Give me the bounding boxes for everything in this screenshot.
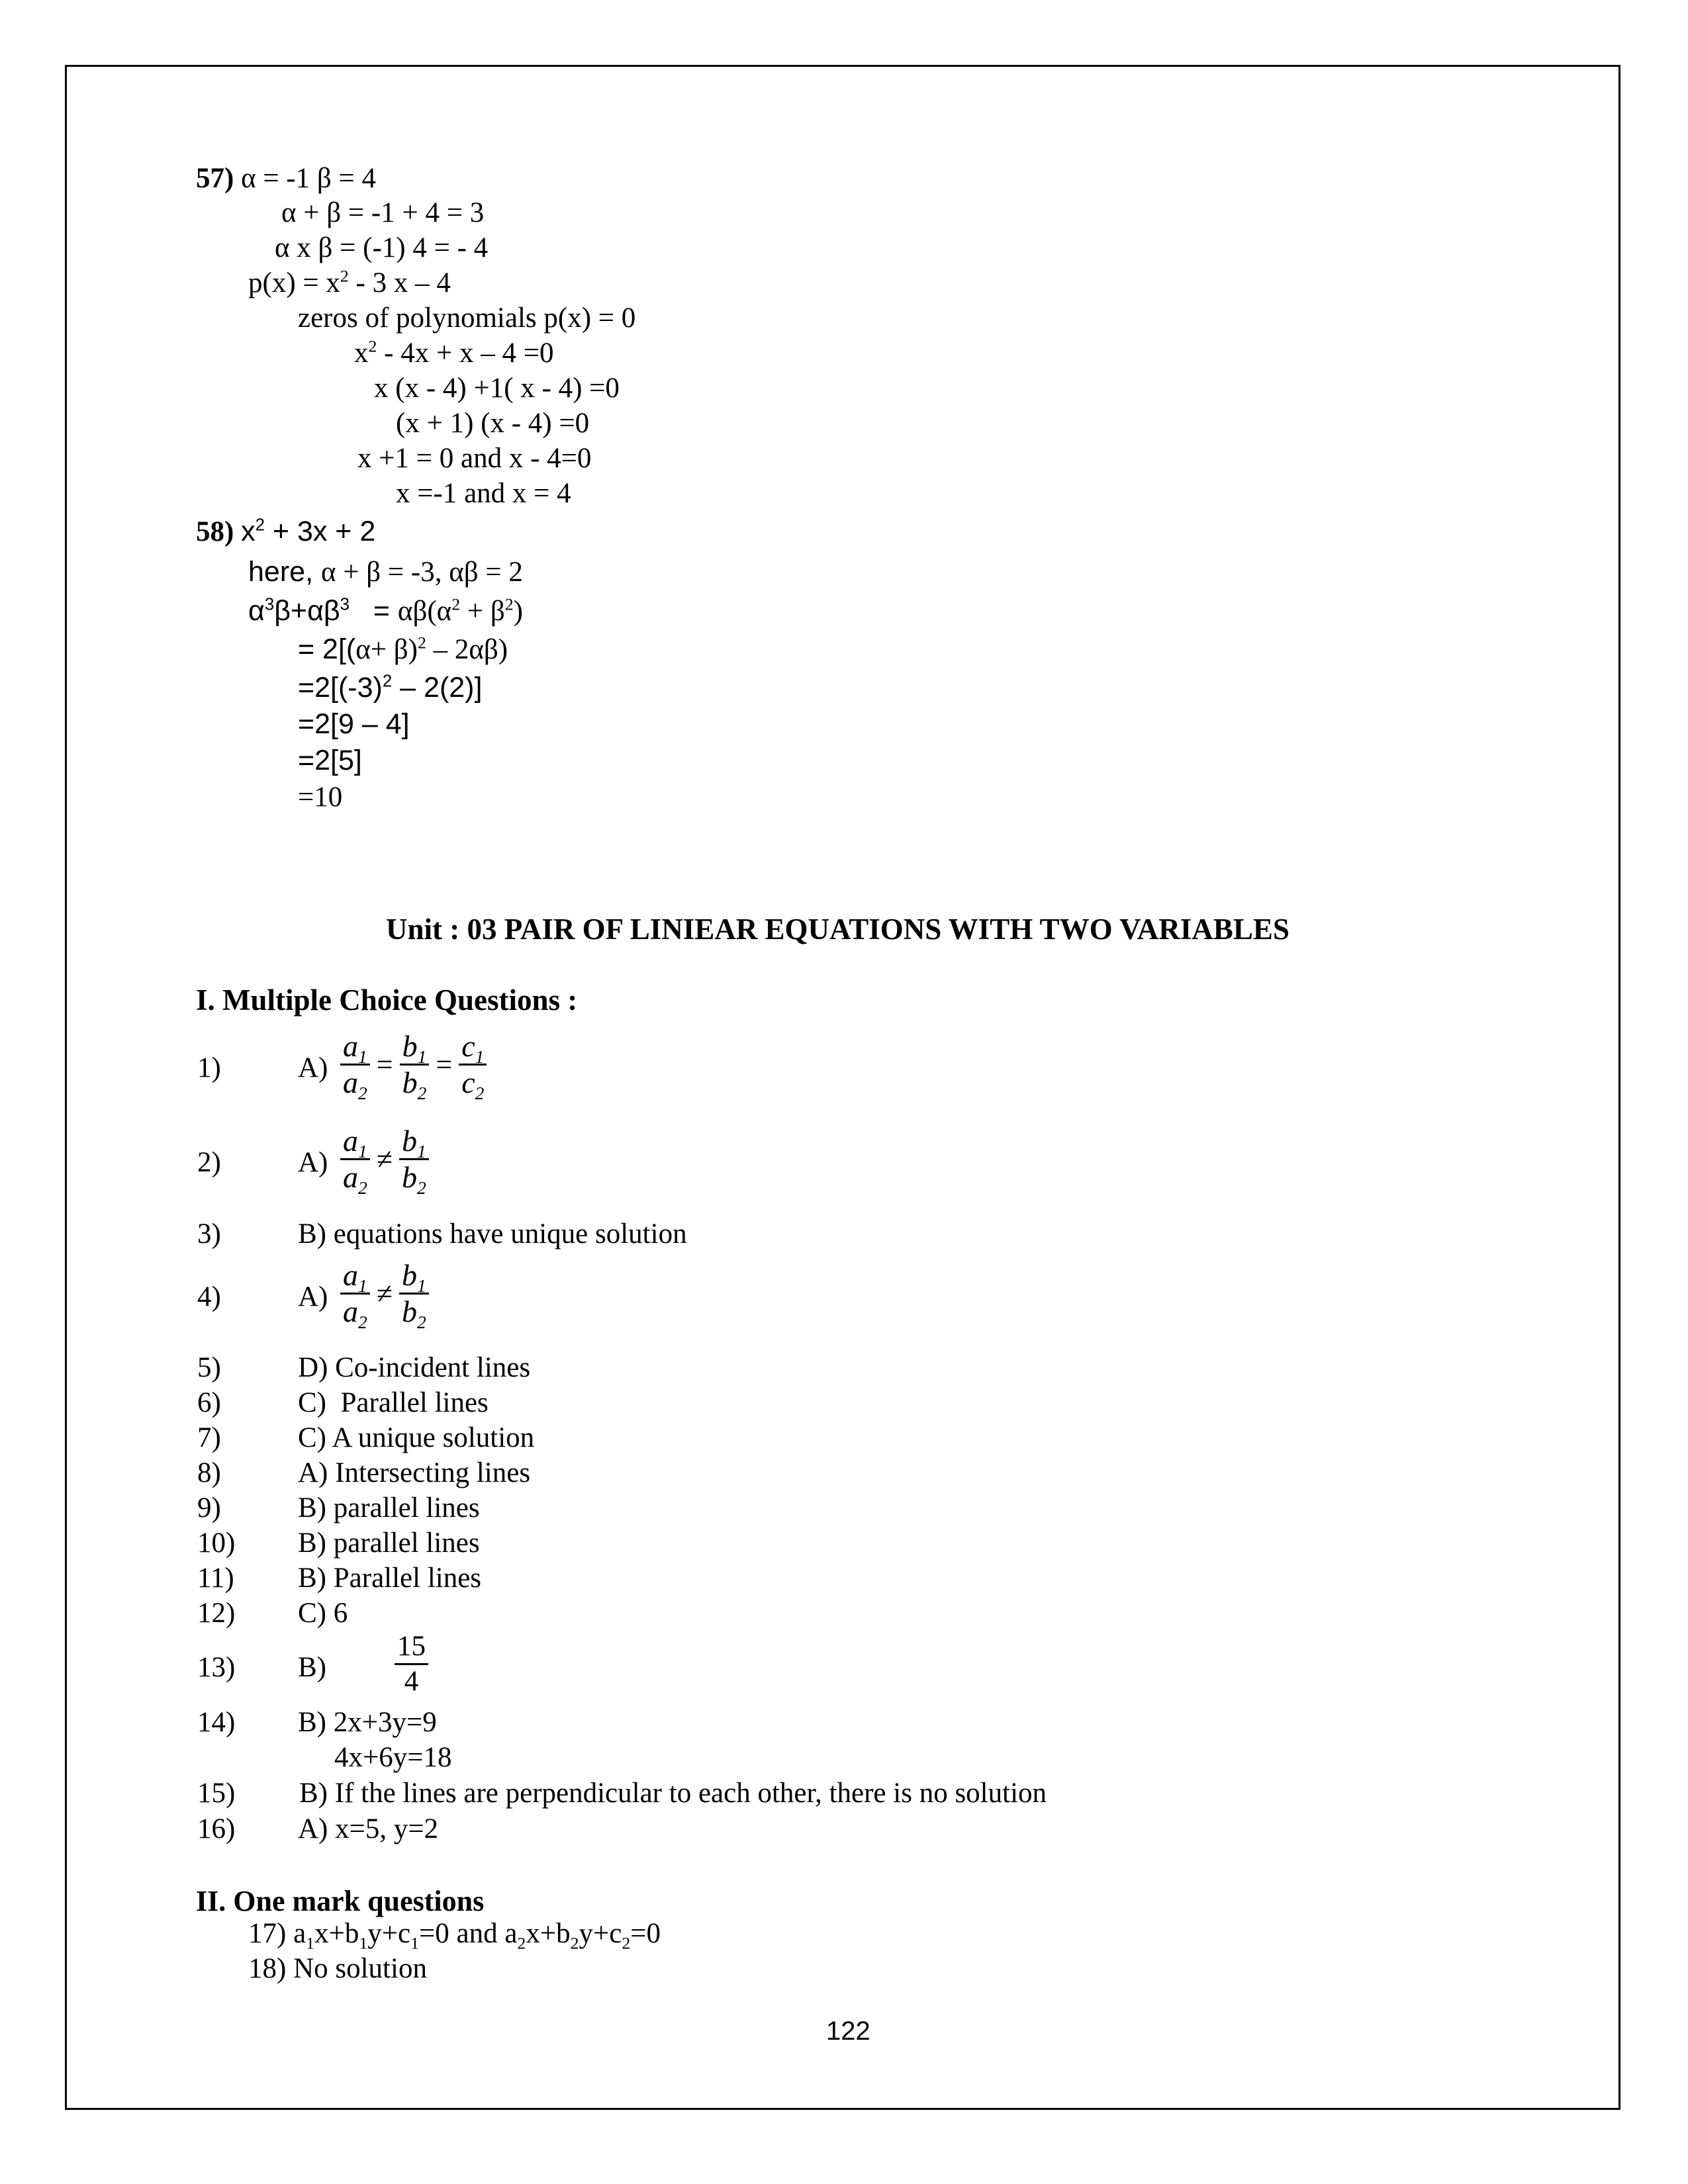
q58-line-6: =2[9 – 4]: [298, 708, 410, 740]
one-mark-heading: II. One mark questions: [196, 1885, 485, 1917]
mcq-item-option: D) Co-incident lines: [298, 1352, 531, 1383]
mcq-item-option-continued: 4x+6y=18: [334, 1742, 452, 1773]
mcq-item-option: A) x=5, y=2: [298, 1813, 439, 1844]
fraction-a1-a2: $\frac{a_1}{a_2}$: [340, 1124, 370, 1195]
q58-line-7: =2[5]: [298, 745, 362, 776]
mcq-item-option: B) equations have unique solution: [298, 1218, 687, 1250]
mcq-item-number: 5): [197, 1352, 221, 1383]
mcq-item-option: C) A unique solution: [298, 1422, 535, 1453]
q57-line-8: (x + 1) (x - 4) =0: [396, 408, 590, 439]
ratio-inequality-4: $\frac{a_1}{a_2}$ ≠ $\frac{b_1}{b_2}$: [338, 1258, 432, 1329]
q57-line-1: 57) α = -1 β = 4: [196, 163, 377, 194]
mcq-item-option: A) Intersecting lines: [298, 1457, 531, 1488]
ratio-inequality-2: $\frac{a_1}{a_2}$ ≠ $\frac{b_1}{b_2}$: [338, 1124, 432, 1195]
q58-line-5: $=2[(-3)^2 - 2(2)]$: [298, 672, 483, 704]
fraction-b1-b2: $\frac{b_1}{b_2}$: [399, 1124, 429, 1195]
q57-line-5: zeros of polynomials p(x) = 0: [298, 302, 636, 334]
mcq-item-option: B): [298, 1652, 326, 1683]
fraction-a1-a2: $\frac{a_1}{a_2}$: [340, 1258, 370, 1329]
mcq-item-number: 7): [197, 1422, 221, 1453]
q57-line-4: $p(x) = x^2 - 3$ x – 4: [248, 266, 451, 298]
mcq-heading: I. Multiple Choice Questions :: [196, 983, 578, 1017]
page-number: 122: [826, 2017, 870, 2046]
mcq-item-option: C) 6: [298, 1598, 348, 1629]
mcq-item-option: A): [298, 1281, 328, 1312]
mcq-item-number: 13): [197, 1652, 236, 1683]
mcq-item-number: 10): [197, 1527, 236, 1559]
mcq-item-option: A): [298, 1147, 328, 1178]
q58-line-8: =10: [298, 782, 343, 813]
unit-heading: Unit : 03 PAIR OF LINIEAR EQUATIONS WITH TWO VARIABLES: [386, 913, 1289, 946]
fraction-15-4: $\frac{15}{4}$: [392, 1630, 431, 1698]
mcq-item-option: B) Parallel lines: [298, 1563, 482, 1594]
mcq-item-number: 12): [197, 1598, 236, 1629]
q58-line-3: $\alpha^3\beta+\alpha\beta^3 = \alpha\beta(\alpha^2 + \beta^2)$: [248, 594, 523, 627]
q58-line-2: here, α + β = -3, αβ = 2: [248, 556, 523, 588]
q57-line-2: α + β = -1 + 4 = 3: [281, 197, 485, 228]
mcq-item-option: A): [298, 1052, 328, 1083]
ratio-equation-1: $\frac{a_1}{a_2}$ = $\frac{b_1}{b_2}$ = $\frac{c_1}{c_2}$: [338, 1029, 489, 1100]
one-mark-q18: 18) No solution: [248, 1953, 427, 1984]
mcq-item-option: C) Parallel lines: [298, 1387, 489, 1418]
q57-line-9: x +1 = 0 and x - 4=0: [357, 443, 592, 474]
mcq-item-number: 3): [197, 1218, 221, 1250]
fraction-c1-c2: $\frac{c_1}{c_2}$: [459, 1029, 487, 1100]
mcq-item-number: 2): [197, 1147, 221, 1178]
mcq-item-number: 11): [197, 1563, 234, 1594]
mcq-item-option: B) If the lines are perpendicular to each other, there is no solution: [299, 1778, 1047, 1809]
q57-line-7: x (x - 4) +1( x - 4) =0: [374, 373, 620, 404]
q58-line-4: = $2[(\alpha+ \beta)^2 - 2\alpha\beta)$: [298, 633, 508, 665]
mcq-item-number: 16): [197, 1813, 236, 1844]
mcq-item-number: 1): [197, 1052, 221, 1083]
mcq-item-option: B) 2x+3y=9: [298, 1707, 437, 1738]
fraction-b1-b2: $\frac{b_1}{b_2}$: [400, 1029, 430, 1100]
mcq-item-number: 6): [197, 1387, 221, 1418]
q57-line-6: $x^2 - 4x + x - 4 =0$: [354, 336, 554, 369]
mcq-item-option: B) parallel lines: [298, 1492, 480, 1524]
q57-line-10: x =-1 and x = 4: [396, 478, 571, 509]
mcq-item-number: 9): [197, 1492, 221, 1524]
q58-line-1: 58) $x^2 + 3x + 2$: [196, 516, 376, 547]
one-mark-q17: 17) $a_1x+b_1y+c_1=0$ and $a_2x+b_2y+c_2=0$: [248, 1918, 661, 1953]
mcq-item-option: B) parallel lines: [298, 1527, 480, 1559]
mcq-item-number: 4): [197, 1281, 221, 1312]
mcq-item-number: 8): [197, 1457, 221, 1488]
q57-line-3: α x β = (-1) 4 = - 4: [275, 232, 489, 263]
mcq-item-number: 14): [197, 1707, 236, 1738]
mcq-item-number: 15): [197, 1778, 236, 1809]
fraction-a1-a2: $\frac{a_1}{a_2}$: [340, 1029, 370, 1100]
fraction-b1-b2: $\frac{b_1}{b_2}$: [399, 1258, 429, 1329]
